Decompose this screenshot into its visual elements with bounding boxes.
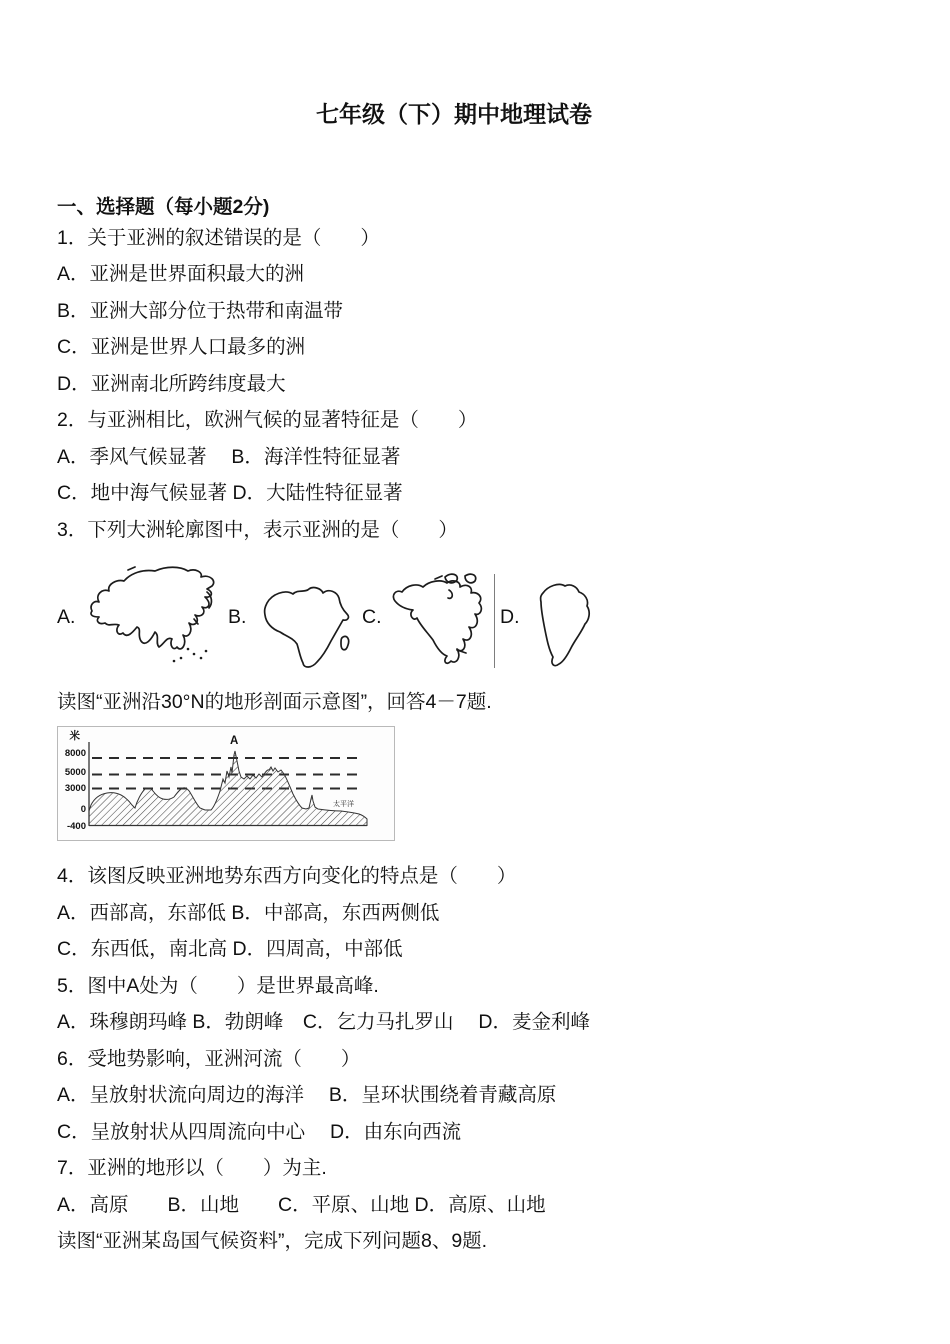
arctic-island-2: [465, 574, 476, 583]
figure-label-a: A.: [57, 606, 76, 628]
north-america-outline: [393, 581, 481, 663]
question-1-option-b: B．亚洲大部分位于热带和南温带: [57, 300, 344, 322]
question-4-options-cd: C．东西低，南北高 D．四周高，中部低: [57, 938, 403, 960]
question-1-option-a: A．亚洲是世界面积最大的洲: [57, 263, 305, 285]
question-7-stem: 7．亚洲的地形以（ ）为主.: [57, 1157, 327, 1179]
question-5-options: A．珠穆朗玛峰 B．勃朗峰 C．乞力马扎罗山 D．麦金利峰: [57, 1011, 591, 1033]
question-2-options-ab: A．季风气候显著 B．海洋性特征显著: [57, 446, 401, 468]
terrain-profile-svg: [58, 727, 394, 840]
question-6-options-cd: C．呈放射状从四周流向中心 D．由东向西流: [57, 1121, 462, 1143]
south-america-outline-figure: [529, 576, 599, 668]
y-tick-3000: 3000: [64, 783, 86, 794]
question-7-options: A．高原 B．山地 C．平原、山地 D．高原、山地: [57, 1194, 546, 1216]
question-3-stem: 3．下列大洲轮廓图中，表示亚洲的是（ ）: [57, 519, 458, 541]
island-dot: [200, 657, 203, 660]
question-1-stem: 1．关于亚洲的叙述错误的是（ ）: [57, 227, 380, 249]
question-2-stem: 2．与亚洲相比，欧洲气候的显著特征是（ ）: [57, 409, 478, 431]
asia-outline: [91, 567, 214, 649]
peak-a-label: A: [230, 735, 239, 747]
island-dot: [193, 653, 196, 656]
question-6-options-ab: A．呈放射状流向周边的海洋 B．呈环状围绕着青藏高原: [57, 1084, 557, 1106]
y-tick-neg400: -400: [66, 821, 86, 832]
north-america-outline-figure: [389, 570, 495, 670]
asia-outline-figure: [84, 559, 224, 671]
y-tick-0: 0: [80, 804, 86, 815]
island-dot: [173, 660, 176, 663]
figure-label-b: B.: [228, 606, 247, 628]
madagascar-outline: [341, 636, 349, 649]
climate-figure-intro: 读图“亚洲某岛国气候资料”，完成下列问题8、9题.: [57, 1230, 488, 1252]
section-heading: 一、选择题（每小题2分): [57, 196, 270, 218]
terrain-profile-chart: [57, 726, 395, 841]
question-1-option-d: D．亚洲南北所跨纬度最大: [57, 373, 286, 395]
question-4-options-ab: A．西部高，东部低 B．中部高，东西两侧低: [57, 902, 440, 924]
page-title: 七年级（下）期中地理试卷: [316, 101, 592, 127]
south-america-outline: [541, 584, 590, 665]
profile-figure-intro: 读图“亚洲沿30°N的地形剖面示意图”，回答4－7题.: [57, 691, 492, 713]
island-dot: [180, 657, 183, 660]
island-dot: [205, 650, 208, 653]
arctic-island-dash: [128, 567, 135, 570]
y-tick-8000: 8000: [64, 748, 86, 759]
hudson-bay-line: [448, 590, 452, 598]
question-2-options-cd: C．地中海气候显著 D．大陆性特征显著: [57, 482, 403, 504]
arctic-island-dash: [435, 576, 442, 579]
figure-divider-line: [494, 574, 495, 668]
island-dot: [187, 648, 190, 651]
figure-label-d: D.: [500, 606, 520, 628]
elevation-unit-label: 米: [69, 730, 80, 742]
question-5-stem: 5．图中A处为（ ）是世界最高峰.: [57, 975, 379, 997]
africa-outline: [265, 588, 349, 667]
question-4-stem: 4．该图反映亚洲地势东西方向变化的特点是（ ）: [57, 865, 517, 887]
y-tick-5000: 5000: [64, 767, 86, 778]
question-1-option-c: C．亚洲是世界人口最多的洲: [57, 336, 306, 358]
figure-label-c: C.: [362, 606, 382, 628]
question-6-stem: 6．受地势影响，亚洲河流（ ）: [57, 1048, 361, 1070]
pacific-ocean-label: 太平洋: [333, 801, 354, 808]
africa-outline-figure: [255, 576, 359, 668]
